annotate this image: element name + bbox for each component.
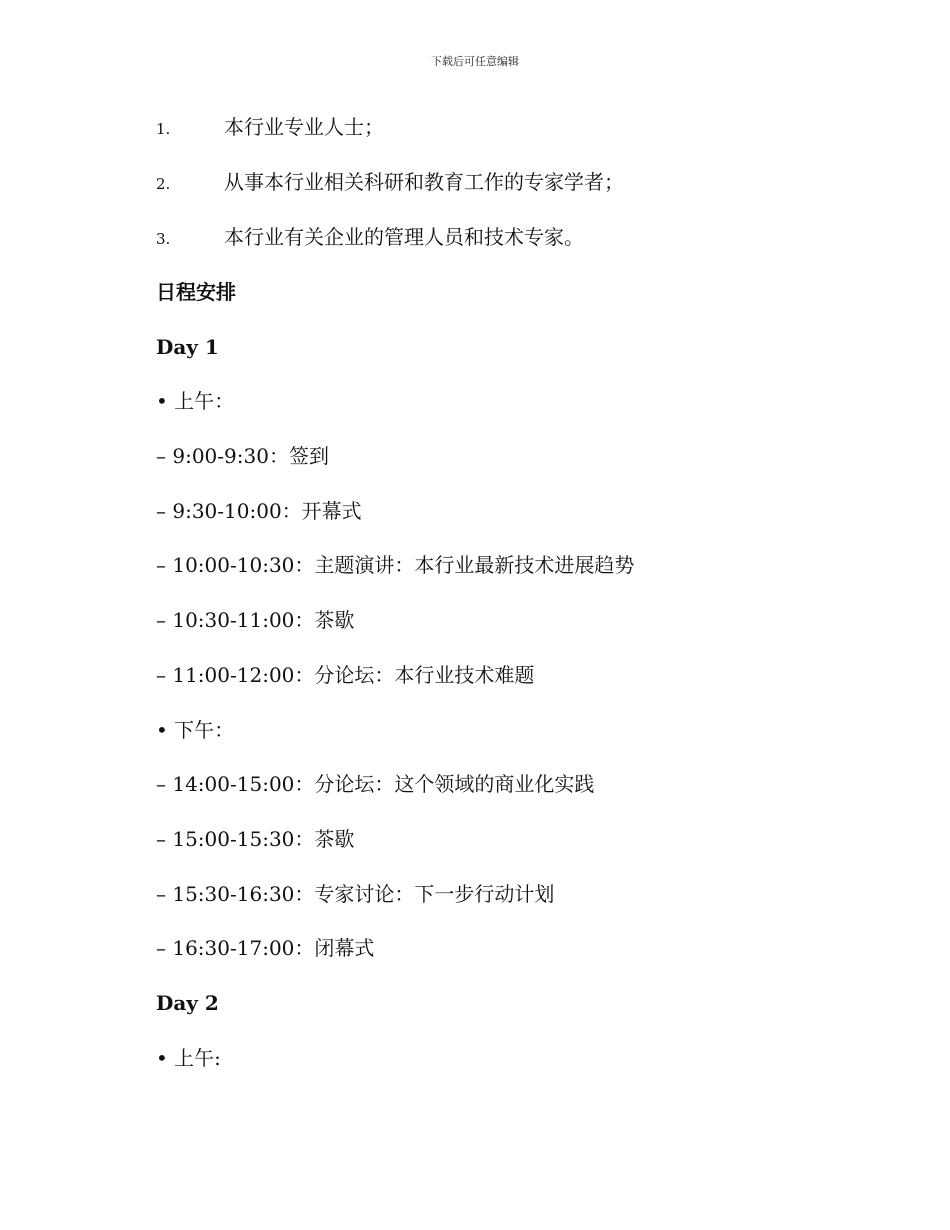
day2-title: Day 2: [156, 991, 219, 1015]
audience-item-2: [156, 168, 624, 198]
schedule-title: 日程安排: [156, 280, 236, 304]
schedule-item: – 10:00-10:30：主题演讲：本行业最新技术进展趋势: [156, 553, 635, 577]
schedule-item: – 14:00-15:00：分论坛：这个领域的商业化实践: [156, 772, 595, 796]
day2-morning-label: • 上午:: [156, 1046, 221, 1070]
audience-item-1: [156, 113, 384, 143]
page-header: 下载后可任意编辑: [431, 55, 519, 68]
list-text: 本行业有关企业的管理人员和技术专家。: [224, 225, 584, 249]
audience-item-3: [156, 223, 584, 253]
schedule-item: – 9:30-10:00：开幕式: [156, 499, 362, 523]
day1-morning-label: • 上午：: [156, 389, 235, 413]
schedule-item: – 16:30-17:00：闭幕式: [156, 936, 375, 960]
schedule-item: – 15:00-15:30：茶歇: [156, 827, 355, 851]
day1-afternoon-label: • 下午：: [156, 718, 235, 742]
day1-title: Day 1: [156, 335, 219, 359]
schedule-item: – 9:00-9:30：签到: [156, 444, 329, 468]
list-text: 从事本行业相关科研和教育工作的专家学者；: [224, 170, 624, 194]
schedule-item: – 15:30-16:30：专家讨论：下一步行动计划: [156, 882, 555, 906]
list-number: 3.: [156, 230, 171, 248]
list-number: 2.: [156, 175, 171, 193]
list-number: 1.: [156, 120, 171, 138]
schedule-item: – 10:30-11:00：茶歇: [156, 608, 355, 632]
schedule-item: – 11:00-12:00：分论坛：本行业技术难题: [156, 663, 535, 687]
list-text: 本行业专业人士；: [224, 115, 384, 139]
